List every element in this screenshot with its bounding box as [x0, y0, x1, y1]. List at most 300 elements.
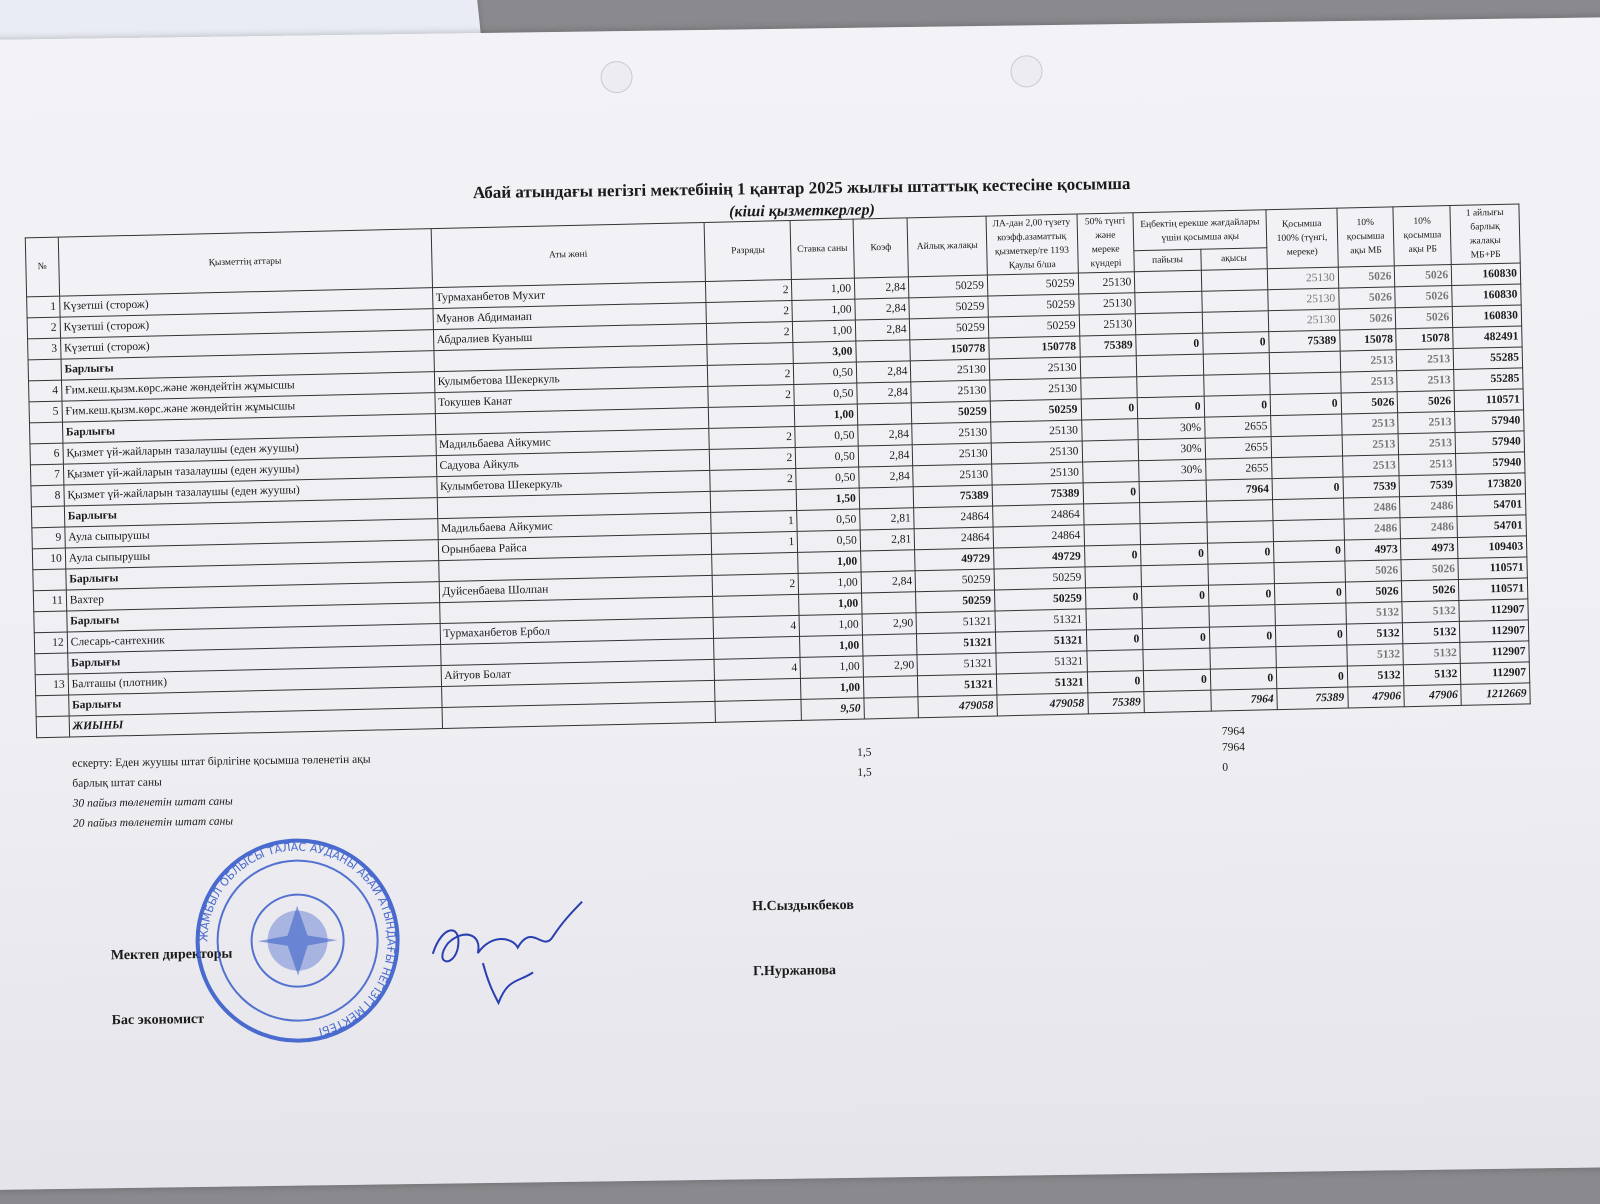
cell-extra: [1276, 645, 1347, 668]
cell-extra: 0: [1275, 582, 1346, 605]
cell-position: Күзетші (сторож): [60, 309, 433, 338]
cell-night: 0: [1086, 629, 1143, 651]
cell-adjusted: 25130: [989, 357, 1080, 380]
cell-coef: 2,90: [862, 613, 917, 635]
cell-position: Вахтер: [66, 582, 439, 611]
cell-amt: 2655: [1205, 437, 1272, 460]
cell-amt: 0: [1208, 584, 1275, 607]
cell-rate: 0,50: [794, 383, 857, 405]
cell-position: Күзетші (сторож): [60, 330, 433, 359]
cell-salary: 25130: [913, 443, 992, 466]
cell-night: [1083, 503, 1140, 525]
cell-salary: 51321: [917, 632, 996, 655]
cell-total: 160830: [1451, 263, 1520, 286]
cell-rate: 0,50: [798, 530, 861, 552]
cell-name: Турмаханбетов Мухит: [432, 281, 706, 308]
cell-rate: 1,00: [799, 614, 862, 636]
cell-amt: [1201, 290, 1268, 313]
cell-no: 3: [28, 338, 61, 360]
cell-total: 109403: [1458, 536, 1527, 559]
cell-rate: 1,00: [792, 278, 855, 300]
cell-extra: [1273, 498, 1344, 521]
cell-salary: 50259: [916, 590, 995, 613]
cell-position: Аула сыпырушы: [65, 519, 438, 548]
cell-adjusted: 75389: [992, 483, 1083, 506]
cell-adjusted: 51321: [995, 609, 1086, 632]
cell-coef: 2,84: [856, 361, 911, 383]
cell-pct: [1135, 291, 1202, 314]
cell-extra: 0: [1276, 666, 1347, 689]
economist-name: Г.Нуржанова: [752, 963, 837, 980]
cell-amt: [1201, 269, 1268, 292]
cell-name: Дуйсенбаева Шолпан: [439, 575, 713, 602]
cell-total: 55285: [1453, 347, 1522, 370]
cell-rate: 1,00: [798, 572, 861, 594]
cell-pct: 0: [1137, 396, 1204, 419]
cell-rate: 1,50: [797, 488, 860, 510]
cell-pct: [1135, 270, 1202, 293]
cell-adjusted: 50259: [994, 567, 1085, 590]
cell-amt: [1202, 311, 1269, 334]
cell-no: 13: [35, 674, 68, 696]
cell-coef: [861, 592, 916, 614]
cell-position: ЖИЫНЫ: [69, 708, 442, 737]
cell-mb: 5026: [1338, 266, 1395, 288]
cell-grade: 2: [706, 280, 793, 303]
cell-extra: [1270, 372, 1341, 395]
cell-coef: 2,84: [854, 277, 909, 299]
cell-amt: 7964: [1206, 479, 1273, 502]
cell-rate: 1,00: [792, 299, 855, 321]
cell-rb: 47906: [1404, 684, 1461, 706]
cell-total: 57940: [1455, 431, 1524, 454]
cell-pct: 30%: [1139, 459, 1206, 482]
cell-no: [36, 695, 69, 717]
cell-name: Орынбаева Райса: [438, 533, 712, 560]
cell-salary: 50259: [909, 296, 988, 319]
cell-rb: 5132: [1403, 621, 1460, 643]
header-position: Қызметтің аттары: [58, 229, 432, 296]
cell-coef: 2,84: [855, 298, 910, 320]
cell-grade: [708, 405, 795, 428]
header-total: 1 айлығы барлық жалақы МБ+РБ: [1450, 204, 1520, 265]
note-total-staff-rate: 1,5: [857, 766, 872, 779]
cell-adjusted: 25130: [990, 420, 1081, 443]
cell-no: 10: [32, 548, 65, 570]
cell-coef: 2,84: [857, 382, 912, 404]
cell-adjusted: 24864: [992, 504, 1083, 527]
document-title: Абай атындағы негізгі мектебінің 1 қантар 2025 жылғы штаттық кестесіне қосымша: [472, 173, 1131, 203]
cell-mb: 4973: [1344, 539, 1401, 561]
cell-name: Кулымбетова Шекеркуль: [436, 470, 710, 497]
cell-salary: 24864: [915, 527, 994, 550]
cell-rb: 15078: [1396, 328, 1453, 350]
cell-adjusted: 50259: [987, 273, 1078, 296]
cell-coef: 2,90: [863, 655, 918, 677]
cell-no: 7: [30, 464, 63, 486]
notes-section: [32, 723, 1528, 830]
note-extra-pay-rate: 1,5: [856, 746, 872, 759]
note-20-percent: 20 пайыз төленетін штат саны: [72, 815, 234, 830]
cell-no: 4: [29, 380, 62, 402]
cell-salary: 50259: [909, 275, 988, 298]
cell-rb: 5026: [1396, 307, 1453, 329]
cell-name: Муанов Абдимаиап: [433, 302, 707, 329]
cell-night: 75389: [1087, 692, 1144, 714]
cell-amt: 2655: [1205, 458, 1272, 481]
header-salary: Айлық жалақы: [907, 216, 987, 277]
cell-grade: 1: [711, 531, 798, 554]
cell-position: Қызмет үй-жайларын тазалаушы (еден жуушы): [63, 456, 436, 485]
cell-total: 57940: [1455, 410, 1524, 433]
cell-position: Барлығы: [64, 498, 437, 527]
cell-night: [1081, 419, 1138, 441]
cell-coef: 2,84: [855, 319, 910, 341]
document-subtitle: (кіші қызметкерлер): [728, 201, 875, 221]
cell-no: [34, 611, 67, 633]
cell-adjusted: 25130: [990, 378, 1081, 401]
cell-total: 112907: [1461, 662, 1530, 685]
cell-night: 75389: [1079, 335, 1136, 357]
cell-salary: 150778: [910, 338, 989, 361]
cell-mb: 47906: [1347, 686, 1404, 708]
director-title: Мектеп директоры: [110, 946, 233, 964]
cell-night: 25130: [1078, 272, 1135, 294]
cell-rb: 5132: [1403, 642, 1460, 664]
cell-rb: 5132: [1402, 600, 1459, 622]
cell-mb: 5026: [1338, 287, 1395, 309]
header-name: Аты жөні: [431, 222, 706, 287]
cell-rb: 2513: [1399, 432, 1456, 454]
cell-coef: [863, 676, 918, 698]
cell-mb: 5132: [1346, 623, 1403, 645]
cell-total: 1212669: [1461, 683, 1530, 706]
cell-extra: [1275, 603, 1346, 626]
cell-no: 11: [33, 590, 66, 612]
cell-rb: 5026: [1402, 579, 1459, 601]
cell-pct: 0: [1136, 333, 1203, 356]
cell-rb: 2513: [1399, 453, 1456, 475]
cell-salary: 25130: [913, 464, 992, 487]
cell-salary: 75389: [914, 485, 993, 508]
cell-no: 8: [31, 485, 64, 507]
cell-night: 0: [1083, 482, 1140, 504]
cell-pct: [1140, 522, 1207, 545]
cell-mb: 5026: [1345, 560, 1402, 582]
cell-mb: 7539: [1343, 476, 1400, 498]
cell-extra: 75389: [1269, 330, 1340, 353]
cell-rb: 5132: [1404, 663, 1461, 685]
cell-mb: 2513: [1342, 434, 1399, 456]
cell-night: 25130: [1078, 293, 1135, 315]
cell-adjusted: 51321: [996, 651, 1087, 674]
cell-position: Қызмет үй-жайларын тазалаушы (еден жуушы): [63, 435, 436, 464]
cell-salary: 479058: [918, 695, 997, 718]
cell-rate: 1,00: [793, 320, 856, 342]
cell-coef: [857, 403, 912, 425]
cell-grade: 2: [706, 300, 793, 323]
note-total-staff-amount: 0: [1222, 761, 1229, 774]
cell-rb: 2513: [1397, 349, 1454, 371]
cell-coef: 2,84: [859, 466, 914, 488]
cell-amt: 0: [1202, 332, 1269, 355]
cell-mb: 5132: [1346, 602, 1403, 624]
cell-night: [1080, 356, 1137, 378]
cell-extra: 25130: [1268, 309, 1339, 332]
cell-no: 2: [27, 317, 60, 339]
cell-amt: 0: [1204, 395, 1271, 418]
cell-grade: 2: [709, 447, 796, 470]
cell-extra: 25130: [1267, 267, 1338, 290]
cell-coef: 2,81: [860, 529, 915, 551]
cell-position: Аула сыпырушы: [65, 540, 438, 569]
cell-position: Ғим.кеш.қызм.көрс.және жөндейтін жұмысшы: [62, 393, 435, 422]
cell-grade: 2: [709, 426, 796, 449]
cell-no: 9: [32, 527, 65, 549]
cell-total: 110571: [1458, 557, 1527, 580]
cell-total: 57940: [1456, 452, 1525, 475]
cell-coef: [862, 634, 917, 656]
header-special-pct: пайызы: [1134, 249, 1201, 271]
cell-position: Слесарь-сантехник: [67, 624, 440, 653]
cell-rate: 1,00: [800, 635, 863, 657]
cell-total: 55285: [1454, 368, 1523, 391]
cell-rate: 1,00: [801, 677, 864, 699]
cell-amt: [1203, 374, 1270, 397]
cell-rate: 9,50: [801, 698, 864, 720]
official-stamp: [191, 834, 404, 1047]
cell-position: Барлығы: [66, 561, 439, 590]
cell-extra: 75389: [1277, 687, 1348, 710]
cell-pct: [1135, 312, 1202, 335]
header-night: 50% түнгі және мереке күндері: [1077, 213, 1135, 273]
cell-total: 110571: [1454, 389, 1523, 412]
cell-amt: [1209, 605, 1276, 628]
cell-total: 482491: [1453, 326, 1522, 349]
cell-extra: [1272, 456, 1343, 479]
cell-pct: [1139, 480, 1206, 503]
cell-extra: 0: [1270, 393, 1341, 416]
cell-grade: [707, 342, 794, 365]
cell-night: [1084, 524, 1141, 546]
cell-mb: 5026: [1341, 392, 1398, 414]
cell-extra: 0: [1275, 624, 1346, 647]
cell-mb: 5026: [1345, 581, 1402, 603]
cell-total: 173820: [1456, 473, 1525, 496]
cell-grade: 1: [711, 510, 798, 533]
cell-salary: 51321: [917, 653, 996, 676]
cell-coef: 2,84: [861, 571, 916, 593]
note-30-percent: 30 пайыз төленетін штат саны: [72, 795, 233, 810]
cell-name: Айтуов Болат: [441, 659, 715, 686]
cell-no: 1: [27, 296, 60, 318]
cell-coef: 2,84: [858, 445, 913, 467]
header-coef: Коэф: [853, 218, 909, 278]
cell-rate: 3,00: [793, 341, 856, 363]
cell-rb: 5026: [1395, 265, 1452, 287]
note-total-staff: барлық штат саны: [72, 776, 162, 790]
cell-rb: 2513: [1397, 370, 1454, 392]
cell-adjusted: 50259: [990, 399, 1081, 422]
cell-rb: 2486: [1400, 516, 1457, 538]
cell-salary: 51321: [918, 674, 997, 697]
cell-extra: 25130: [1268, 288, 1339, 311]
cell-mb: 2513: [1342, 455, 1399, 477]
header-special-amt: ақысы: [1201, 248, 1268, 270]
cell-mb: 5132: [1347, 644, 1404, 666]
cell-name: Мадильбаева Айкумис: [435, 428, 709, 455]
cell-night: [1080, 377, 1137, 399]
cell-adjusted: 24864: [993, 525, 1084, 548]
cell-total: 160830: [1452, 284, 1521, 307]
cell-night: [1082, 440, 1139, 462]
director-name: Н.Сыздыкбеков: [752, 897, 854, 915]
cell-grade: 2: [708, 384, 795, 407]
cell-adjusted: 25130: [991, 441, 1082, 464]
cell-no: [29, 422, 62, 444]
cell-mb: 5132: [1347, 665, 1404, 687]
cell-amt: 2655: [1204, 416, 1271, 439]
header-adjusted: ЛА-дан 2,00 түзету коэфф.азаматтық қызметкер/ге 1193 Қаулы б/ша: [986, 214, 1078, 275]
cell-position: Барлығы: [68, 687, 441, 716]
cell-adjusted: 49729: [993, 546, 1084, 569]
cell-amt: 7964: [1211, 689, 1278, 712]
stamp-text: ЖАМБЫЛ ОБЛЫСЫ ТАЛАС АУДАНЫ АБАЙ АТЫНДАҒЫ НЕГІЗГІ МЕКТЕБІ: [197, 840, 398, 1039]
cell-grade: [710, 489, 797, 512]
header-extra100: Қосымша 100% (түнгі, мереке): [1266, 208, 1338, 269]
cell-rate: 0,50: [796, 467, 859, 489]
cell-name: Турмаханбетов Ербол: [440, 617, 714, 644]
cell-amt: 0: [1210, 668, 1277, 691]
cell-grade: [715, 678, 802, 701]
cell-pct: [1142, 606, 1209, 629]
cell-amt: 0: [1207, 542, 1274, 565]
cell-position: Барлығы: [66, 603, 439, 632]
cell-rate: 1,00: [800, 656, 863, 678]
cell-amt: [1210, 647, 1277, 670]
header-grade: Разряды: [704, 221, 792, 282]
cell-name: Токушев Канат: [434, 386, 708, 413]
cell-total: 54701: [1457, 515, 1526, 538]
cell-adjusted: 150778: [989, 336, 1080, 359]
cell-grade: 4: [714, 657, 801, 680]
cell-mb: 2486: [1343, 497, 1400, 519]
cell-amt: [1208, 563, 1275, 586]
cell-mb: 2513: [1340, 371, 1397, 393]
cell-name: Садуова Айкуль: [436, 449, 710, 476]
cell-grade: 2: [710, 468, 797, 491]
cell-adjusted: 479058: [997, 693, 1088, 716]
cell-night: [1085, 566, 1142, 588]
cell-no: [36, 716, 69, 738]
cell-night: [1086, 650, 1143, 672]
cell-position: Қызмет үй-жайларын тазалаушы (еден жуушы): [64, 477, 437, 506]
cell-night: 0: [1085, 587, 1142, 609]
cell-no: [31, 506, 64, 528]
cell-total: 112907: [1460, 641, 1529, 664]
cell-adjusted: 25130: [991, 462, 1082, 485]
cell-coef: 2,81: [860, 508, 915, 530]
cell-salary: 25130: [911, 380, 990, 403]
cell-name: Мадильбаева Айкумис: [437, 512, 711, 539]
cell-night: [1085, 608, 1142, 630]
cell-salary: 50259: [910, 317, 989, 340]
cell-no: 6: [30, 443, 63, 465]
cell-grade: [714, 636, 801, 659]
cell-extra: [1273, 519, 1344, 542]
cell-rate: 0,50: [797, 509, 860, 531]
cell-grade: 2: [712, 573, 799, 596]
cell-position: Барлығы: [67, 645, 440, 674]
cell-rate: 0,50: [795, 425, 858, 447]
cell-coef: [859, 487, 914, 509]
cell-position: Барлығы: [62, 414, 435, 443]
cell-night: 25130: [1079, 314, 1136, 336]
cell-night: 0: [1081, 398, 1138, 420]
cell-pct: [1141, 564, 1208, 587]
cell-rate: 0,50: [794, 362, 857, 384]
header-rate: Ставка саны: [790, 219, 854, 279]
cell-salary: 25130: [911, 359, 990, 382]
cell-pct: [1140, 501, 1207, 524]
cell-rb: 4973: [1401, 537, 1458, 559]
document-page: [0, 17, 1600, 1190]
cell-pct: 30%: [1138, 438, 1205, 461]
header-rb: 10% қосымша ақы РБ: [1393, 206, 1451, 266]
cell-total: 112907: [1460, 620, 1529, 643]
cell-salary: 51321: [916, 611, 995, 634]
cell-mb: 2513: [1340, 350, 1397, 372]
header-mb: 10% қосымша ақы МБ: [1337, 207, 1395, 267]
cell-night: [1082, 461, 1139, 483]
cell-rb: 2486: [1400, 495, 1457, 517]
cell-total: 160830: [1452, 305, 1521, 328]
cell-no: [28, 359, 61, 381]
cell-coef: [860, 550, 915, 572]
cell-pct: 0: [1142, 585, 1209, 608]
cell-extra: 0: [1274, 540, 1345, 563]
cell-pct: [1143, 648, 1210, 671]
cell-salary: 50259: [915, 569, 994, 592]
cell-pct: 0: [1141, 543, 1208, 566]
note-extra-pay-amount: 7964: [1221, 741, 1246, 754]
cell-rate: 1,00: [795, 404, 858, 426]
cell-extra: 0: [1272, 477, 1343, 500]
cell-coef: [856, 340, 911, 362]
cell-grade: [712, 552, 799, 575]
punch-hole: [600, 61, 632, 93]
cell-rb: 2513: [1398, 411, 1455, 433]
header-no: №: [25, 237, 59, 297]
cell-pct: [1144, 690, 1211, 713]
punch-hole: [1010, 55, 1042, 87]
cell-total: 112907: [1459, 599, 1528, 622]
cell-total: 54701: [1457, 494, 1526, 517]
cell-rate: 0,50: [796, 446, 859, 468]
cell-grade: [713, 594, 800, 617]
cell-no: [35, 653, 68, 675]
cell-name: Кулымбетова Шекеркуль: [434, 365, 708, 392]
cell-adjusted: 51321: [995, 630, 1086, 653]
cell-salary: 25130: [912, 422, 991, 445]
cell-night: 0: [1084, 545, 1141, 567]
cell-name: Абдралиев Куаныш: [433, 323, 707, 350]
cell-pct: 30%: [1138, 417, 1205, 440]
cell-mb: 5026: [1339, 308, 1396, 330]
staff-table: [25, 203, 1531, 738]
note-extra-pay: ескерту: Еден жуушы штат бірлігіне қосымша төленетін ақы: [72, 753, 371, 770]
cell-salary: 50259: [912, 401, 991, 424]
